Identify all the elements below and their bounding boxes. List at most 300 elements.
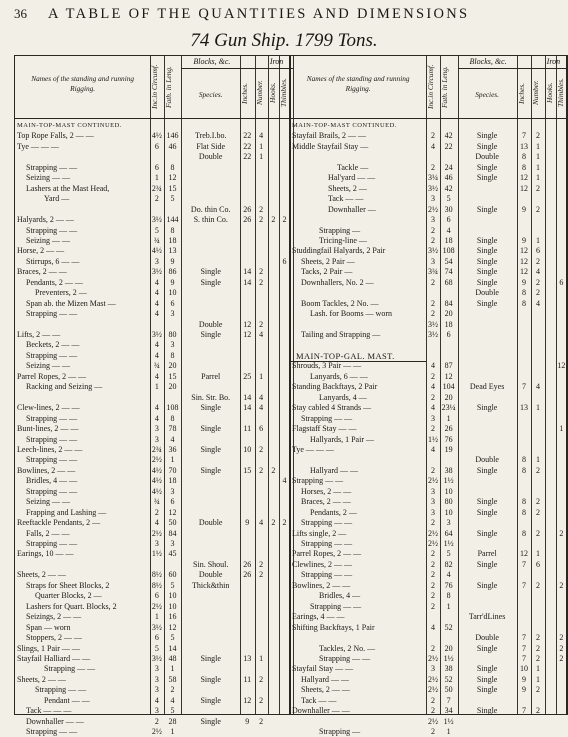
circumference-cell: 4 bbox=[154, 340, 159, 350]
table-row bbox=[290, 320, 567, 330]
species-cell: Single bbox=[476, 497, 498, 507]
circumference-cell: 2 bbox=[154, 716, 159, 726]
species-header: Species. bbox=[198, 90, 223, 99]
fathoms-cell: 6 bbox=[170, 298, 175, 308]
species-cell: Single bbox=[476, 256, 498, 266]
species-cell: Thick&thin bbox=[192, 580, 230, 590]
circumference-cell: 4 bbox=[154, 413, 159, 423]
rigging-name: Horse, 2 — — bbox=[17, 246, 65, 256]
rigging-name: Strapping — — bbox=[319, 653, 371, 663]
table-row bbox=[290, 623, 567, 633]
species-cell: Single bbox=[200, 330, 221, 339]
number-cell: 2 bbox=[535, 633, 540, 643]
circumference-cell: 2½ bbox=[151, 528, 162, 538]
fathoms-cell: 104 bbox=[442, 382, 455, 392]
rigging-name: Strapping — — bbox=[301, 539, 353, 548]
number-cell: 2 bbox=[259, 695, 264, 705]
rigging-name: Clewlines, 2 — — bbox=[292, 559, 352, 569]
inches-cell: 8 bbox=[521, 465, 526, 475]
number-header: Number. bbox=[531, 80, 541, 106]
right-half-table bbox=[290, 56, 567, 737]
fathoms-cell: 15 bbox=[168, 183, 177, 193]
species-cell: Single bbox=[476, 685, 498, 695]
inches-cell: 9 bbox=[521, 685, 526, 695]
rigging-name: Downhaller — bbox=[328, 204, 376, 214]
table-row bbox=[290, 685, 567, 695]
table-row bbox=[15, 163, 290, 173]
fathoms-cell: 20 bbox=[168, 382, 177, 392]
number-cell: 2 bbox=[535, 465, 540, 475]
fathoms-cell: 12 bbox=[444, 371, 453, 381]
rigging-name: Flagstaff Stay — — bbox=[292, 424, 357, 434]
table-row bbox=[290, 121, 567, 131]
fathoms-cell: 15 bbox=[168, 371, 177, 381]
circumference-cell: 2½ bbox=[427, 685, 438, 695]
rigging-name: Parrel Ropes, 2 — — bbox=[292, 549, 362, 559]
fathoms-cell: 60 bbox=[168, 570, 177, 580]
species-cell: Treb.I.bo. bbox=[194, 131, 227, 141]
fathoms-cell: 38 bbox=[444, 465, 453, 475]
table-row bbox=[290, 570, 567, 580]
fathoms-cell: 36 bbox=[168, 444, 177, 454]
inches-cell: 12 bbox=[519, 183, 528, 193]
inches-cell: 8 bbox=[521, 152, 526, 162]
number-cell: 2 bbox=[259, 267, 264, 277]
number-cell: 4 bbox=[259, 518, 264, 528]
number-cell: 2 bbox=[535, 204, 540, 214]
circumference-cell: 2 bbox=[430, 162, 435, 172]
fathoms-header: Fath. in Leng. bbox=[163, 66, 173, 108]
table-row bbox=[15, 612, 290, 622]
circumference-cell: 2¾ bbox=[151, 444, 162, 454]
hooks-cell: 2 bbox=[271, 518, 276, 528]
inches-cell: 10 bbox=[243, 444, 252, 454]
table-row bbox=[290, 445, 567, 455]
blocks-group-header: Blocks, &c. bbox=[193, 57, 231, 66]
rigging-name: Horses, 2 — — bbox=[301, 486, 352, 496]
table-row bbox=[15, 529, 290, 539]
inches-cell: 7 bbox=[521, 643, 526, 653]
inches-cell: 25 bbox=[243, 371, 252, 381]
circumference-cell: 4 bbox=[154, 695, 159, 705]
number-cell: 1 bbox=[535, 455, 540, 465]
table-row bbox=[290, 560, 567, 570]
circumference-cell: 2 bbox=[430, 706, 435, 716]
circumference-header: Inc.in Circumf. bbox=[426, 64, 436, 110]
table-row bbox=[290, 173, 567, 183]
fathoms-cell: 1 bbox=[170, 664, 175, 674]
circumference-cell: 4½ bbox=[151, 246, 162, 256]
circumference-cell: ¾ bbox=[153, 235, 160, 245]
rigging-name: Strapping — — bbox=[26, 539, 78, 548]
rigging-name: Sheets, 2 Pair — bbox=[301, 256, 355, 266]
circumference-cell: 2 bbox=[430, 601, 435, 611]
rigging-name: Pendants, 2 — bbox=[310, 507, 357, 517]
circumference-cell: 2½ bbox=[427, 653, 438, 663]
running-header: A TABLE OF THE QUANTITIES AND DIMENSIONS bbox=[48, 6, 470, 22]
table-row bbox=[15, 497, 290, 507]
iron-group-header: Iron bbox=[546, 57, 561, 66]
number-cell: 4 bbox=[259, 330, 264, 339]
rigging-name: Strapping — — bbox=[26, 225, 78, 235]
number-cell: 2 bbox=[259, 204, 264, 214]
number-cell: 1 bbox=[535, 403, 540, 413]
circumference-cell: 3½ bbox=[427, 330, 438, 339]
rigging-name: Yard — bbox=[44, 194, 70, 204]
species-cell: Single bbox=[200, 424, 221, 434]
circumference-cell: 1½ bbox=[151, 549, 162, 559]
number-cell: 1 bbox=[259, 371, 264, 381]
table-row bbox=[15, 288, 290, 298]
circumference-cell: 4 bbox=[154, 298, 159, 308]
number-cell: 1 bbox=[259, 141, 264, 151]
fathoms-cell: 1 bbox=[446, 727, 451, 737]
fathoms-cell: 64 bbox=[444, 528, 453, 538]
table-row bbox=[290, 340, 567, 350]
number-cell: 2 bbox=[259, 444, 264, 454]
number-cell: 2 bbox=[535, 256, 540, 266]
fathoms-cell: 14 bbox=[168, 643, 177, 653]
circumference-cell: 2 bbox=[430, 695, 435, 705]
inches-cell: 8 bbox=[521, 288, 526, 298]
fathoms-cell: 144 bbox=[166, 215, 179, 225]
section-heading: MAIN-TOP-GAL. MAST. bbox=[296, 350, 395, 361]
table-row bbox=[290, 664, 567, 674]
fathoms-cell: 18 bbox=[168, 476, 177, 486]
rigging-name: Bridles, 4 — bbox=[319, 591, 361, 601]
circumference-cell: 4 bbox=[154, 518, 159, 528]
inches-cell: 22 bbox=[243, 131, 252, 141]
species-cell: Single bbox=[200, 444, 221, 454]
table-row bbox=[15, 717, 290, 727]
species-cell: Tarr'dLines bbox=[468, 612, 506, 622]
circumference-cell: 2½ bbox=[427, 674, 438, 684]
table-row bbox=[290, 278, 567, 288]
fathoms-cell: 9 bbox=[170, 256, 175, 266]
species-cell: Single bbox=[476, 277, 498, 287]
rigging-name: Span — worn bbox=[26, 622, 71, 632]
number-cell: 2 bbox=[535, 277, 540, 287]
fathoms-cell: 50 bbox=[444, 685, 453, 695]
fathoms-cell: 52 bbox=[444, 674, 453, 684]
fathoms-cell: 46 bbox=[444, 173, 453, 183]
table-row bbox=[15, 706, 290, 716]
rigging-name: Strapping — bbox=[319, 727, 361, 737]
circumference-cell: 6 bbox=[154, 591, 159, 601]
circumference-cell: 2 bbox=[430, 298, 435, 308]
table-row bbox=[290, 591, 567, 601]
fathoms-cell: 108 bbox=[442, 246, 455, 256]
number-cell: 6 bbox=[535, 559, 540, 569]
circumference-cell: 8½ bbox=[151, 570, 162, 580]
table-row bbox=[290, 654, 567, 664]
rigging-table bbox=[14, 55, 568, 737]
rigging-name: Reeftackle Pendants, 2 — bbox=[17, 518, 101, 528]
number-cell: 2 bbox=[535, 685, 540, 695]
table-row bbox=[15, 121, 290, 131]
species-cell: Single bbox=[200, 674, 221, 684]
rigging-name: Strapping — bbox=[319, 225, 361, 235]
fathoms-cell: 4 bbox=[170, 434, 175, 444]
table-row bbox=[15, 549, 290, 559]
circumference-cell: 4½ bbox=[151, 476, 162, 486]
inches-cell: 9 bbox=[521, 277, 526, 287]
fathoms-cell: 12 bbox=[168, 622, 177, 632]
circumference-cell: 2½ bbox=[151, 455, 162, 465]
inches-cell: 7 bbox=[521, 706, 526, 716]
species-cell: Double bbox=[198, 570, 223, 580]
table-row bbox=[15, 581, 290, 591]
fathoms-cell: 76 bbox=[444, 580, 453, 590]
table-row bbox=[15, 476, 290, 486]
inches-cell: 22 bbox=[243, 152, 252, 162]
rigging-name: Lanyards, 6 — — bbox=[310, 371, 368, 381]
number-cell: 2 bbox=[535, 653, 540, 663]
circumference-cell: 2½ bbox=[151, 601, 162, 611]
rigging-name: Boom Tackles, 2 No. — bbox=[301, 298, 379, 308]
species-cell: Single bbox=[476, 267, 498, 277]
hooks-header: Hooks. bbox=[544, 82, 554, 104]
rigging-name: Straps for Sheet Blocks, 2 bbox=[26, 580, 110, 590]
names-column-header: Names of the standing and running Rigging. bbox=[306, 74, 410, 93]
thimbles-cell: 2 bbox=[282, 215, 287, 225]
species-cell: Single bbox=[476, 246, 498, 256]
inches-cell: 12 bbox=[519, 267, 528, 277]
rigging-name: Strapping — — bbox=[26, 455, 78, 465]
rigging-name: Racking and Seizing — bbox=[26, 382, 103, 392]
circumference-cell: 3½ bbox=[151, 267, 162, 277]
number-cell: 1 bbox=[535, 173, 540, 183]
rigging-name: Braces, 2 — — bbox=[17, 267, 67, 277]
fathoms-cell: 38 bbox=[444, 664, 453, 674]
number-cell: 2 bbox=[535, 580, 540, 590]
inches-header: Inches. bbox=[240, 82, 250, 104]
fathoms-cell: 1½ bbox=[443, 716, 454, 726]
number-cell: 2 bbox=[259, 465, 264, 475]
circumference-cell: 4½ bbox=[151, 131, 162, 141]
table-row bbox=[15, 131, 290, 141]
number-cell: 1 bbox=[535, 152, 540, 162]
rigging-name: Preventers, 2 — bbox=[35, 288, 87, 298]
circumference-cell: 1 bbox=[154, 173, 159, 183]
fathoms-cell: 8 bbox=[170, 350, 175, 360]
table-row bbox=[290, 539, 567, 549]
rigging-name: Pendant — — bbox=[44, 695, 90, 705]
inches-header: Inches. bbox=[516, 82, 526, 104]
inches-cell: 13 bbox=[519, 403, 528, 413]
fathoms-cell: 10 bbox=[444, 486, 453, 496]
table-row bbox=[290, 246, 567, 256]
species-cell: Single bbox=[200, 465, 221, 475]
table-row bbox=[290, 529, 567, 539]
number-cell: 2 bbox=[535, 288, 540, 298]
fathoms-cell: 10 bbox=[168, 288, 177, 298]
circumference-cell: 2 bbox=[430, 559, 435, 569]
rigging-name: Shrouds, 3 Pair — — bbox=[292, 361, 362, 371]
fathoms-cell: 76 bbox=[444, 434, 453, 444]
table-row bbox=[15, 330, 290, 340]
species-cell: Single bbox=[200, 695, 221, 705]
table-row bbox=[290, 131, 567, 141]
fathoms-cell: 80 bbox=[444, 497, 453, 507]
rigging-name: Clew-lines, 2 — — bbox=[17, 403, 80, 413]
number-cell: 4 bbox=[535, 267, 540, 277]
fathoms-cell: 6 bbox=[446, 330, 451, 339]
circumference-cell: 2 bbox=[430, 392, 435, 402]
fathoms-cell: 19 bbox=[444, 444, 453, 454]
fathoms-cell: 18 bbox=[168, 235, 177, 245]
rigging-name: Strapping — — bbox=[310, 601, 362, 611]
table-row bbox=[290, 226, 567, 236]
fathoms-cell: 68 bbox=[444, 277, 453, 287]
table-row bbox=[290, 299, 567, 309]
species-cell: Double bbox=[475, 633, 499, 643]
table-row bbox=[15, 340, 290, 350]
thimbles-cell: 12 bbox=[557, 361, 566, 371]
rigging-name: Lanyards, 4 — bbox=[319, 392, 367, 402]
circumference-cell: 3 bbox=[430, 507, 435, 517]
thimbles-header: Thimbles. bbox=[555, 78, 565, 108]
table-row bbox=[15, 644, 290, 654]
number-cell: 2 bbox=[535, 643, 540, 653]
table-row bbox=[290, 361, 567, 371]
table-row bbox=[290, 696, 567, 706]
table-row bbox=[15, 664, 290, 674]
fathoms-cell: 1 bbox=[170, 455, 175, 465]
inches-cell: 8 bbox=[521, 455, 526, 465]
inches-cell: 7 bbox=[521, 580, 526, 590]
fathoms-cell: 52 bbox=[444, 622, 453, 632]
species-cell: Single bbox=[476, 131, 498, 141]
table-row bbox=[15, 508, 290, 518]
rigging-name: Standing Backftays, 2 Pair bbox=[292, 382, 378, 392]
circumference-cell: 2 bbox=[430, 465, 435, 475]
inches-cell: 15 bbox=[243, 465, 252, 475]
inches-cell: 13 bbox=[243, 653, 252, 663]
table-row bbox=[15, 194, 290, 204]
species-cell: Single bbox=[200, 716, 221, 726]
table-row bbox=[290, 549, 567, 559]
fathoms-cell: 74 bbox=[444, 267, 453, 277]
table-row bbox=[15, 184, 290, 194]
rigging-name: Bowlines, 2 — — bbox=[292, 580, 351, 590]
table-row bbox=[15, 226, 290, 236]
fathoms-cell: 86 bbox=[168, 267, 177, 277]
table-row bbox=[15, 633, 290, 643]
circumference-cell: 2½ bbox=[427, 539, 438, 548]
species-cell: Double bbox=[198, 152, 223, 162]
fathoms-cell: 23¼ bbox=[441, 403, 456, 413]
rigging-name: Strapping — — bbox=[26, 727, 78, 737]
inches-cell: 26 bbox=[243, 570, 252, 580]
table-row bbox=[290, 152, 567, 162]
table-row bbox=[290, 466, 567, 476]
number-cell: 2 bbox=[259, 319, 264, 329]
number-cell: 2 bbox=[259, 559, 264, 569]
circumference-cell: 2 bbox=[430, 371, 435, 381]
species-cell: Single bbox=[476, 706, 498, 716]
rigging-name: Earings, 4 — — bbox=[292, 612, 345, 622]
thimbles-cell: 6 bbox=[282, 256, 287, 266]
number-cell: 2 bbox=[259, 277, 264, 287]
table-row bbox=[15, 299, 290, 309]
circumference-cell: 3½ bbox=[151, 330, 162, 339]
fathoms-cell: 8 bbox=[170, 225, 175, 235]
table-row bbox=[290, 330, 567, 340]
species-cell: Single bbox=[476, 507, 498, 517]
table-row bbox=[15, 570, 290, 580]
fathoms-cell: 1 bbox=[446, 413, 451, 423]
table-row bbox=[290, 267, 567, 277]
inches-cell: 12 bbox=[243, 319, 252, 329]
table-row bbox=[290, 393, 567, 403]
species-cell: Do. thin Co. bbox=[190, 204, 231, 214]
fathoms-cell: 4 bbox=[446, 225, 451, 235]
rigging-name: Strapping — — bbox=[26, 434, 78, 444]
circumference-cell: 6 bbox=[154, 162, 159, 172]
fathoms-cell: 1½ bbox=[443, 653, 454, 663]
rigging-name: Slings, 1 Pair — — bbox=[17, 643, 80, 653]
fathoms-cell: 48 bbox=[168, 653, 177, 663]
rigging-name: Top Rope Falls, 2 — — bbox=[17, 131, 94, 141]
circumference-cell: 3½ bbox=[427, 319, 438, 329]
circumference-cell: 2 bbox=[430, 580, 435, 590]
inches-cell: 7 bbox=[521, 653, 526, 663]
rigging-name: Leech-lines, 2 — — bbox=[17, 444, 83, 454]
species-cell: Single bbox=[476, 674, 498, 684]
inches-cell: 11 bbox=[243, 424, 252, 434]
rigging-name: Stoppers, 2 — — bbox=[26, 633, 82, 643]
circumference-cell: 3½ bbox=[151, 215, 162, 225]
table-row bbox=[15, 173, 290, 183]
inches-cell: 7 bbox=[521, 633, 526, 643]
inches-cell: 14 bbox=[243, 403, 252, 413]
blocks-group-header: Blocks, &c. bbox=[469, 57, 507, 66]
circumference-cell: 3½ bbox=[151, 653, 162, 663]
fathoms-cell: 16 bbox=[168, 612, 177, 622]
circumference-cell: 2 bbox=[154, 194, 159, 204]
species-cell: Single bbox=[200, 267, 221, 277]
rigging-name: Bridles, 4 — — bbox=[26, 476, 78, 486]
number-cell: 1 bbox=[259, 152, 264, 162]
table-row bbox=[15, 267, 290, 277]
rigging-name: Bunt-lines, 2 — — bbox=[17, 424, 79, 434]
table-row bbox=[15, 257, 290, 267]
fathoms-cell: 3 bbox=[170, 486, 175, 496]
circumference-cell: 3 bbox=[154, 424, 159, 434]
table-row bbox=[290, 424, 567, 434]
species-cell: Single bbox=[476, 298, 498, 308]
fathoms-cell: 42 bbox=[444, 131, 453, 141]
fathoms-cell: 28 bbox=[168, 716, 177, 726]
table-row bbox=[290, 236, 567, 246]
number-cell: 2 bbox=[259, 674, 264, 684]
section-heading: MAIN-TOP-MAST CONTINUED. bbox=[292, 122, 397, 129]
rigging-name: Strapping — — bbox=[35, 685, 87, 695]
rigging-name: Strapping — — bbox=[26, 486, 78, 496]
thimbles-cell: 2 bbox=[559, 643, 564, 653]
rigging-name: Quarter Blocks, 2 — bbox=[35, 591, 102, 601]
table-row bbox=[290, 435, 567, 445]
species-cell: Single bbox=[200, 277, 221, 287]
inches-cell: 14 bbox=[243, 392, 252, 402]
rigging-name: Hallyard — — bbox=[310, 465, 358, 475]
circumference-cell: 3½ bbox=[151, 622, 162, 632]
rigging-name: Frapping and Lashing — bbox=[26, 507, 107, 517]
number-cell: 1 bbox=[535, 674, 540, 684]
rigging-name: Sheets, 2 — — bbox=[17, 674, 66, 684]
fathoms-cell: 20 bbox=[444, 643, 453, 653]
